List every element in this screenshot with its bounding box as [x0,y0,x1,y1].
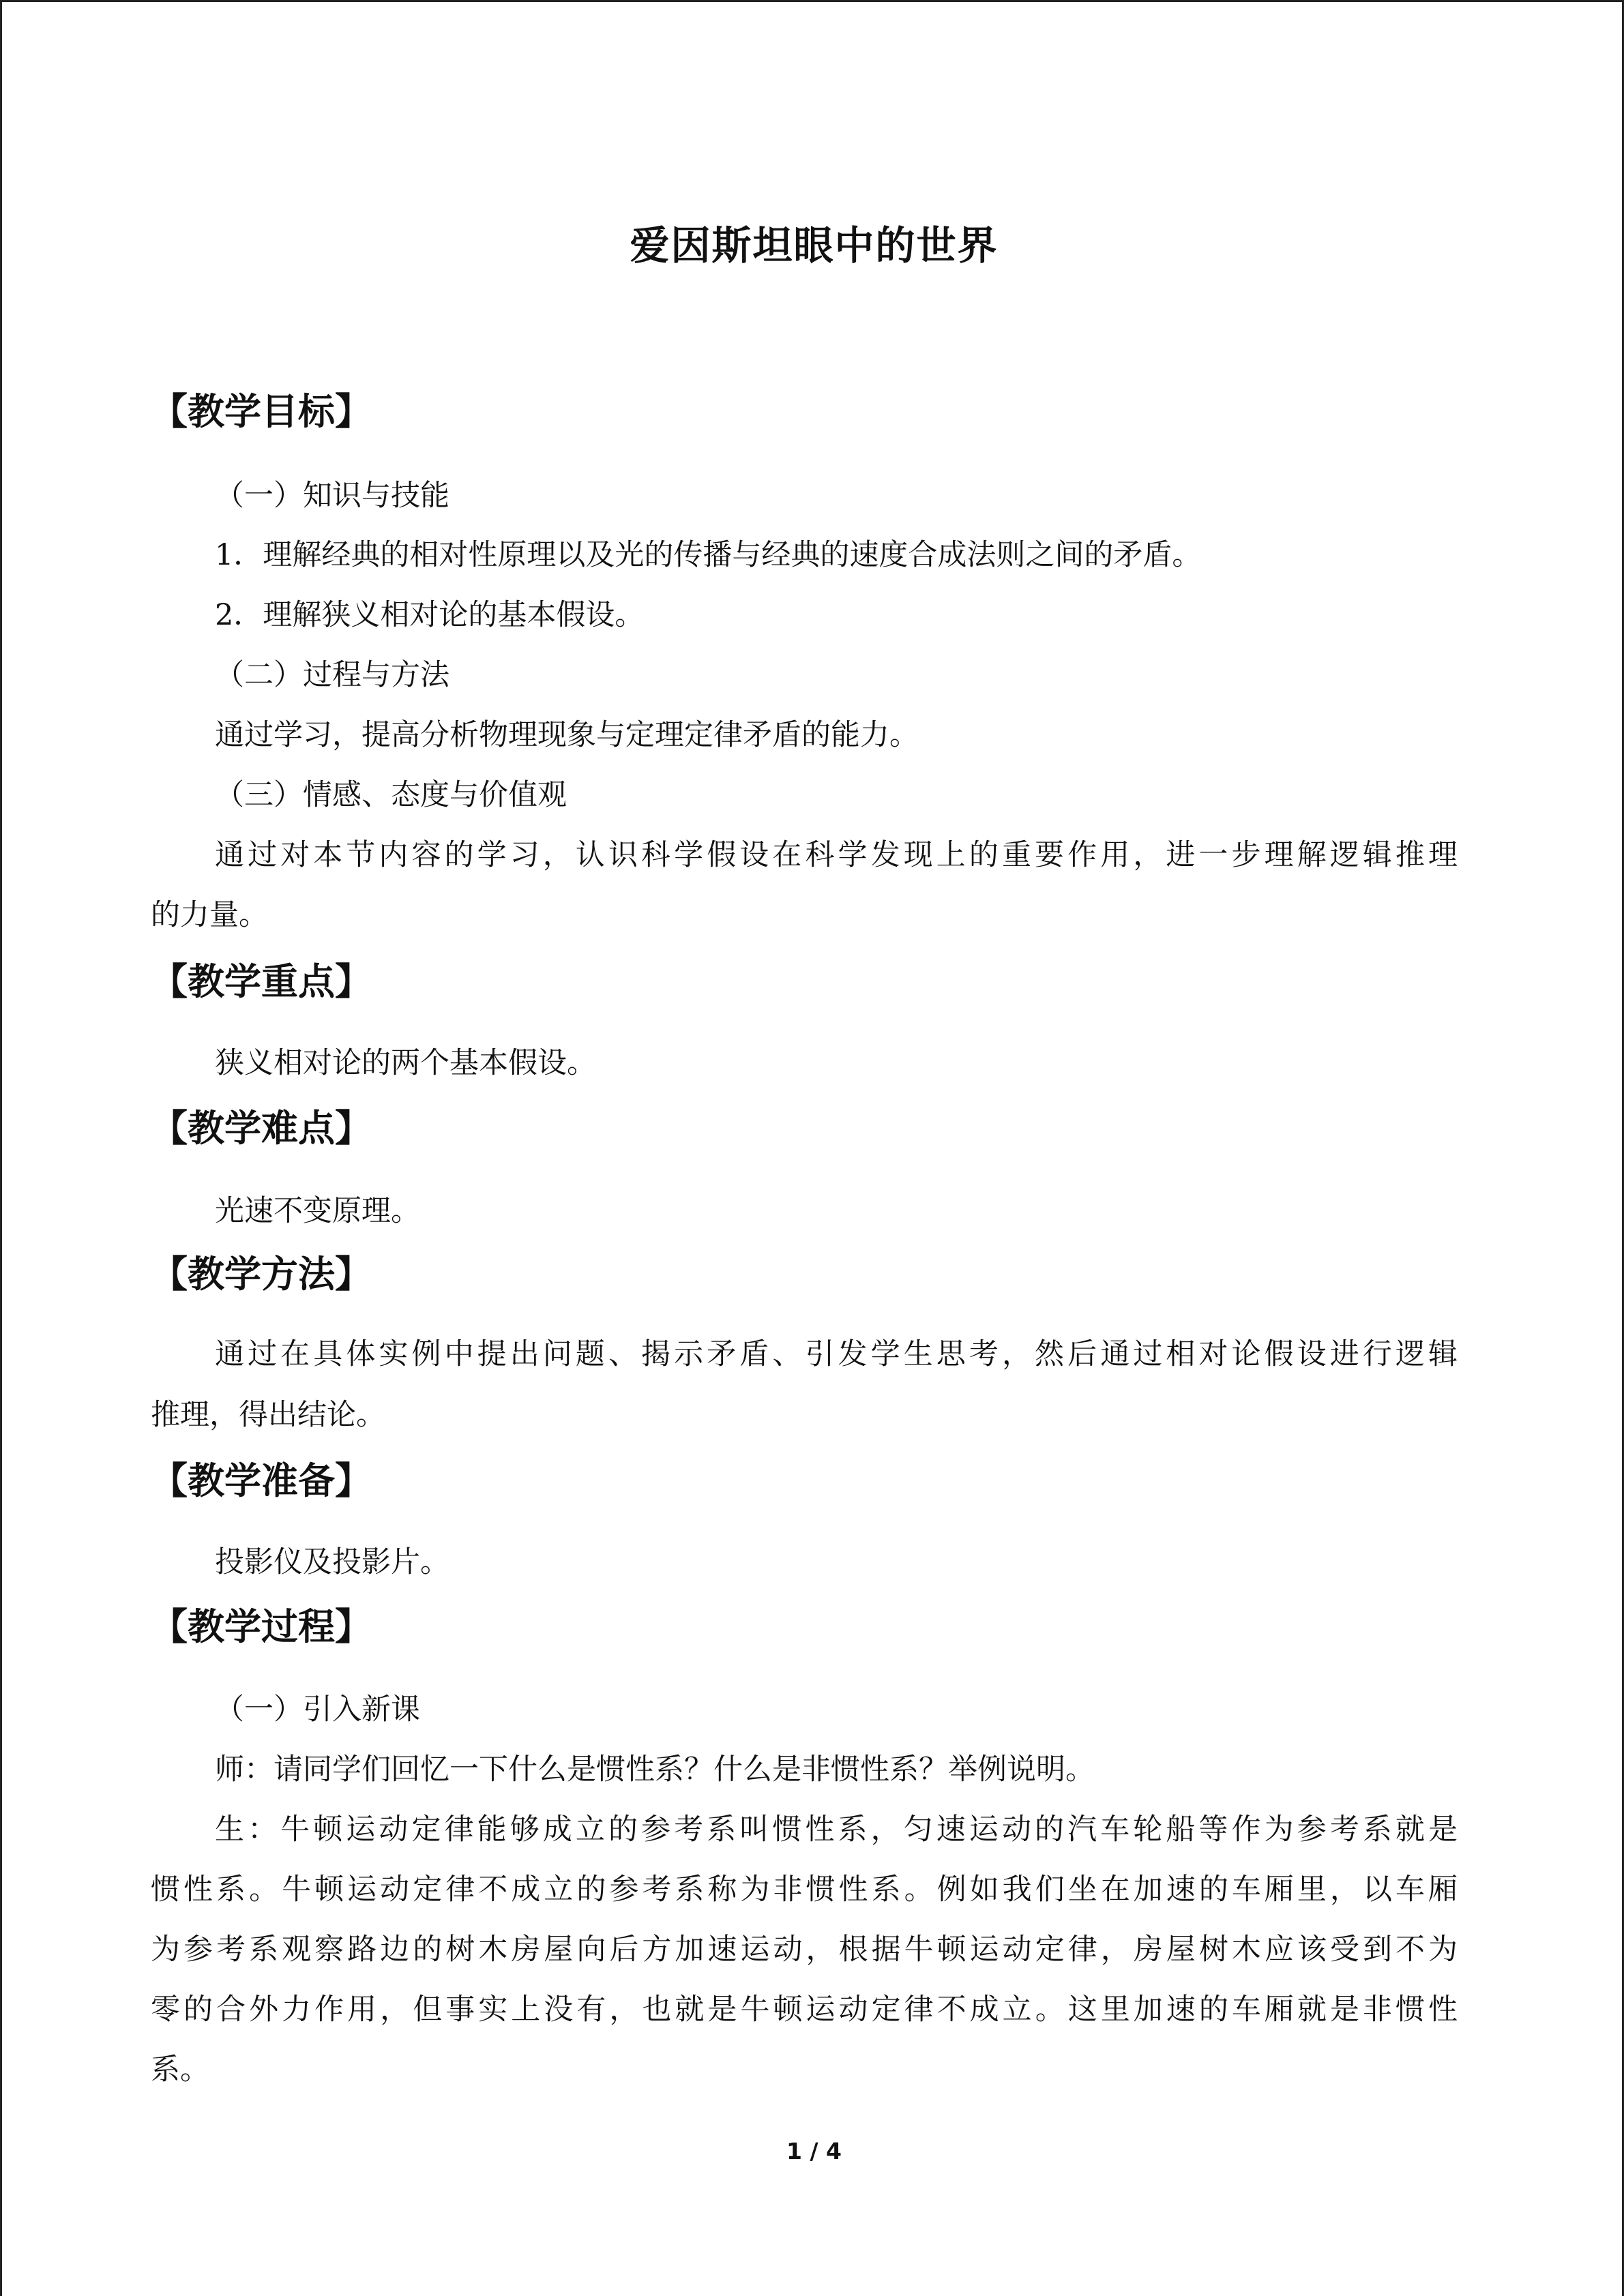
objectives-subheading-process: （二）过程与方法 [215,658,449,692]
process-subheading-intro: （一）引入新课 [215,1693,420,1727]
heading-process: 【教学过程】 [151,1605,372,1648]
heading-preparation: 【教学准备】 [151,1459,372,1502]
objectives-attitude-text-line1: 通过对本节内容的学习，认识科学假设在科学发现上的重要作用，进一步理解逻辑推理 [215,838,1458,872]
objectives-subheading-knowledge: （一）知识与技能 [215,479,449,513]
process-student-answer-line3: 为参考系观察路边的树木房屋向后方加速运动，根据牛顿运动定律，房屋树木应该受到不为 [151,1933,1458,1967]
heading-methods: 【教学方法】 [151,1253,372,1296]
objectives-process-text: 通过学习，提高分析物理现象与定理定律矛盾的能力。 [215,718,919,752]
methods-text-line1: 通过在具体实例中提出问题、揭示矛盾、引发学生思考，然后通过相对论假设进行逻辑 [215,1337,1458,1371]
heading-key-points: 【教学重点】 [151,960,372,1003]
process-teacher-question: 师：请同学们回忆一下什么是惯性系？什么是非惯性系？举例说明。 [215,1753,1095,1787]
process-student-answer-line4: 零的合外力作用，但事实上没有，也就是牛顿运动定律不成立。这里加速的车厢就是非惯性 [151,1993,1458,2027]
preparation-text: 投影仪及投影片。 [215,1545,449,1579]
methods-text-line2: 推理，得出结论。 [151,1398,385,1432]
objectives-item-2: 2．理解狭义相对论的基本假设。 [215,598,645,632]
heading-difficulties: 【教学难点】 [151,1107,372,1150]
difficulties-text: 光速不变原理。 [215,1194,420,1228]
process-student-answer-line1: 生：牛顿运动定律能够成立的参考系叫惯性系，匀速运动的汽车轮船等作为参考系就是 [215,1813,1458,1847]
key-points-text: 狭义相对论的两个基本假设。 [215,1046,596,1080]
page-number: 1 / 4 [786,2138,842,2164]
objectives-attitude-text-line2: 的力量。 [151,898,268,932]
process-student-answer-line5: 系。 [151,2053,209,2087]
heading-objectives: 【教学目标】 [151,390,372,433]
objectives-item-1: 1．理解经典的相对性原理以及光的传播与经典的速度合成法则之间的矛盾。 [215,538,1202,572]
process-student-answer-line2: 惯性系。牛顿运动定律不成立的参考系称为非惯性系。例如我们坐在加速的车厢里，以车厢 [151,1873,1458,1907]
objectives-subheading-attitude: （三）情感、态度与价值观 [215,778,567,812]
document-title: 爱因斯坦眼中的世界 [630,222,999,269]
